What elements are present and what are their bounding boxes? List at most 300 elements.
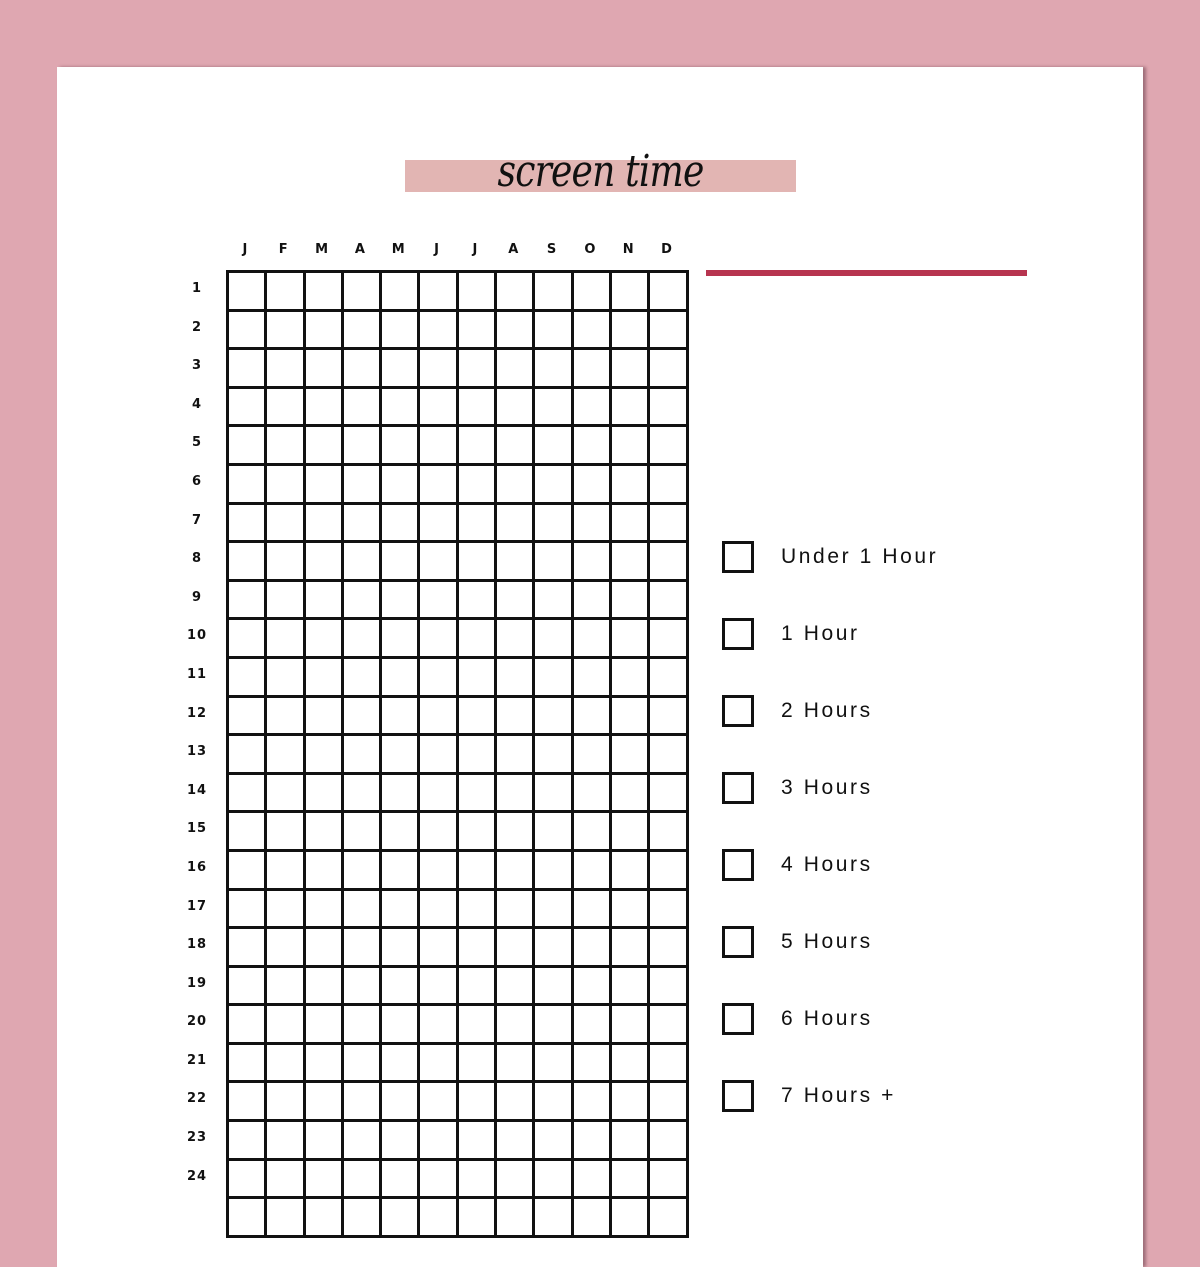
tracker-cell[interactable] [420,1199,458,1238]
tracker-cell[interactable] [267,1161,305,1200]
tracker-cell[interactable] [306,659,344,698]
tracker-cell[interactable] [420,698,458,737]
tracker-cell[interactable] [612,582,650,621]
tracker-cell[interactable] [229,312,267,351]
tracker-cell[interactable] [459,543,497,582]
tracker-cell[interactable] [344,698,382,737]
tracker-cell[interactable] [382,466,420,505]
tracker-cell[interactable] [459,273,497,312]
tracker-cell[interactable] [497,1161,535,1200]
tracker-cell[interactable] [535,543,573,582]
tracker-cell[interactable] [267,1045,305,1084]
legend-color-box[interactable] [722,618,754,650]
tracker-cell[interactable] [650,891,688,930]
tracker-cell[interactable] [344,1045,382,1084]
tracker-cell[interactable] [306,891,344,930]
legend-color-box[interactable] [722,772,754,804]
tracker-cell[interactable] [497,350,535,389]
tracker-cell[interactable] [459,1006,497,1045]
tracker-cell[interactable] [459,1199,497,1238]
tracker-cell[interactable] [535,968,573,1007]
tracker-cell[interactable] [382,273,420,312]
tracker-cell[interactable] [497,775,535,814]
tracker-cell[interactable] [306,427,344,466]
tracker-cell[interactable] [229,543,267,582]
tracker-cell[interactable] [420,466,458,505]
tracker-cell[interactable] [382,968,420,1007]
tracker-cell[interactable] [574,968,612,1007]
tracker-cell[interactable] [497,1045,535,1084]
tracker-cell[interactable] [229,698,267,737]
tracker-cell[interactable] [612,1199,650,1238]
tracker-cell[interactable] [306,775,344,814]
tracker-cell[interactable] [574,736,612,775]
tracker-cell[interactable] [497,466,535,505]
tracker-cell[interactable] [382,543,420,582]
tracker-cell[interactable] [574,389,612,428]
tracker-cell[interactable] [574,659,612,698]
tracker-cell[interactable] [344,775,382,814]
tracker-cell[interactable] [497,891,535,930]
tracker-cell[interactable] [229,1161,267,1200]
tracker-cell[interactable] [612,1161,650,1200]
tracker-cell[interactable] [574,929,612,968]
tracker-cell[interactable] [420,1083,458,1122]
tracker-cell[interactable] [229,775,267,814]
tracker-cell[interactable] [497,1006,535,1045]
tracker-cell[interactable] [420,968,458,1007]
tracker-cell[interactable] [650,1045,688,1084]
tracker-cell[interactable] [344,312,382,351]
tracker-cell[interactable] [459,891,497,930]
tracker-cell[interactable] [306,1161,344,1200]
tracker-cell[interactable] [650,543,688,582]
tracker-cell[interactable] [574,891,612,930]
tracker-cell[interactable] [459,968,497,1007]
tracker-cell[interactable] [650,659,688,698]
tracker-cell[interactable] [459,582,497,621]
tracker-cell[interactable] [420,1045,458,1084]
tracker-cell[interactable] [574,350,612,389]
tracker-cell[interactable] [420,1161,458,1200]
tracker-cell[interactable] [267,736,305,775]
tracker-cell[interactable] [612,929,650,968]
tracker-cell[interactable] [650,273,688,312]
tracker-cell[interactable] [459,775,497,814]
tracker-cell[interactable] [229,505,267,544]
tracker-cell[interactable] [535,736,573,775]
tracker-cell[interactable] [459,1045,497,1084]
tracker-cell[interactable] [382,736,420,775]
tracker-cell[interactable] [267,1083,305,1122]
tracker-cell[interactable] [229,891,267,930]
tracker-cell[interactable] [382,891,420,930]
tracker-cell[interactable] [420,775,458,814]
tracker-cell[interactable] [497,1122,535,1161]
tracker-cell[interactable] [420,543,458,582]
tracker-cell[interactable] [267,968,305,1007]
tracker-cell[interactable] [612,891,650,930]
tracker-cell[interactable] [612,389,650,428]
tracker-cell[interactable] [267,582,305,621]
tracker-cell[interactable] [382,1199,420,1238]
legend-color-box[interactable] [722,926,754,958]
tracker-cell[interactable] [382,1006,420,1045]
tracker-cell[interactable] [612,427,650,466]
tracker-cell[interactable] [344,852,382,891]
tracker-cell[interactable] [267,543,305,582]
tracker-cell[interactable] [650,389,688,428]
tracker-cell[interactable] [574,312,612,351]
tracker-cell[interactable] [535,427,573,466]
tracker-cell[interactable] [650,1199,688,1238]
tracker-cell[interactable] [267,1122,305,1161]
tracker-cell[interactable] [574,698,612,737]
tracker-cell[interactable] [267,1006,305,1045]
tracker-cell[interactable] [535,852,573,891]
tracker-cell[interactable] [229,1122,267,1161]
tracker-cell[interactable] [344,1006,382,1045]
legend-color-box[interactable] [722,541,754,573]
tracker-cell[interactable] [229,620,267,659]
tracker-cell[interactable] [497,273,535,312]
tracker-cell[interactable] [574,1161,612,1200]
tracker-cell[interactable] [535,505,573,544]
tracker-cell[interactable] [229,929,267,968]
tracker-cell[interactable] [650,1122,688,1161]
tracker-cell[interactable] [344,1161,382,1200]
tracker-cell[interactable] [382,775,420,814]
tracker-cell[interactable] [612,543,650,582]
tracker-cell[interactable] [382,659,420,698]
tracker-cell[interactable] [459,813,497,852]
tracker-cell[interactable] [420,620,458,659]
tracker-cell[interactable] [650,1083,688,1122]
tracker-cell[interactable] [497,427,535,466]
tracker-cell[interactable] [650,775,688,814]
tracker-cell[interactable] [420,350,458,389]
tracker-cell[interactable] [229,813,267,852]
tracker-cell[interactable] [267,929,305,968]
tracker-cell[interactable] [344,813,382,852]
tracker-cell[interactable] [459,929,497,968]
tracker-cell[interactable] [574,466,612,505]
tracker-cell[interactable] [574,582,612,621]
tracker-cell[interactable] [344,929,382,968]
tracker-cell[interactable] [267,505,305,544]
tracker-cell[interactable] [497,582,535,621]
tracker-cell[interactable] [459,620,497,659]
tracker-cell[interactable] [306,1045,344,1084]
tracker-cell[interactable] [306,1006,344,1045]
tracker-cell[interactable] [344,582,382,621]
tracker-cell[interactable] [535,312,573,351]
tracker-cell[interactable] [306,620,344,659]
tracker-cell[interactable] [497,698,535,737]
tracker-cell[interactable] [574,543,612,582]
tracker-cell[interactable] [420,1006,458,1045]
tracker-cell[interactable] [267,852,305,891]
tracker-cell[interactable] [344,389,382,428]
tracker-cell[interactable] [229,736,267,775]
tracker-cell[interactable] [306,698,344,737]
tracker-cell[interactable] [459,350,497,389]
tracker-cell[interactable] [574,1083,612,1122]
tracker-cell[interactable] [382,1045,420,1084]
tracker-cell[interactable] [229,968,267,1007]
tracker-cell[interactable] [612,620,650,659]
tracker-cell[interactable] [612,775,650,814]
tracker-cell[interactable] [382,582,420,621]
tracker-cell[interactable] [459,852,497,891]
tracker-cell[interactable] [650,1006,688,1045]
tracker-cell[interactable] [459,1161,497,1200]
tracker-cell[interactable] [612,736,650,775]
tracker-cell[interactable] [459,659,497,698]
tracker-cell[interactable] [650,620,688,659]
tracker-cell[interactable] [229,350,267,389]
tracker-cell[interactable] [344,968,382,1007]
tracker-cell[interactable] [420,1122,458,1161]
tracker-cell[interactable] [344,659,382,698]
tracker-cell[interactable] [306,466,344,505]
tracker-cell[interactable] [535,350,573,389]
tracker-cell[interactable] [574,427,612,466]
tracker-cell[interactable] [497,1083,535,1122]
tracker-cell[interactable] [535,1006,573,1045]
tracker-cell[interactable] [382,350,420,389]
tracker-cell[interactable] [459,389,497,428]
tracker-cell[interactable] [612,852,650,891]
tracker-cell[interactable] [306,1122,344,1161]
tracker-cell[interactable] [382,1161,420,1200]
tracker-cell[interactable] [650,466,688,505]
tracker-cell[interactable] [267,350,305,389]
tracker-cell[interactable] [229,427,267,466]
tracker-cell[interactable] [535,1083,573,1122]
tracker-cell[interactable] [306,1083,344,1122]
tracker-cell[interactable] [497,929,535,968]
tracker-cell[interactable] [612,312,650,351]
tracker-cell[interactable] [650,427,688,466]
tracker-cell[interactable] [574,1122,612,1161]
tracker-cell[interactable] [574,813,612,852]
tracker-cell[interactable] [267,312,305,351]
tracker-cell[interactable] [382,1122,420,1161]
tracker-cell[interactable] [612,350,650,389]
tracker-cell[interactable] [650,698,688,737]
tracker-cell[interactable] [497,852,535,891]
tracker-cell[interactable] [574,273,612,312]
tracker-cell[interactable] [382,620,420,659]
legend-color-box[interactable] [722,1080,754,1112]
tracker-cell[interactable] [497,620,535,659]
tracker-cell[interactable] [306,505,344,544]
tracker-cell[interactable] [344,736,382,775]
tracker-cell[interactable] [382,1083,420,1122]
tracker-cell[interactable] [420,389,458,428]
tracker-cell[interactable] [229,1045,267,1084]
tracker-cell[interactable] [497,1199,535,1238]
tracker-cell[interactable] [229,1199,267,1238]
legend-color-box[interactable] [722,849,754,881]
tracker-cell[interactable] [612,968,650,1007]
tracker-cell[interactable] [229,1006,267,1045]
tracker-cell[interactable] [420,312,458,351]
tracker-cell[interactable] [420,736,458,775]
tracker-cell[interactable] [382,312,420,351]
tracker-cell[interactable] [497,813,535,852]
tracker-cell[interactable] [497,312,535,351]
tracker-cell[interactable] [650,929,688,968]
tracker-cell[interactable] [382,427,420,466]
tracker-cell[interactable] [535,1045,573,1084]
tracker-cell[interactable] [650,582,688,621]
tracker-cell[interactable] [459,698,497,737]
tracker-cell[interactable] [267,620,305,659]
tracker-cell[interactable] [459,736,497,775]
tracker-cell[interactable] [306,736,344,775]
tracker-cell[interactable] [267,698,305,737]
tracker-cell[interactable] [382,389,420,428]
tracker-cell[interactable] [382,929,420,968]
tracker-cell[interactable] [420,273,458,312]
tracker-cell[interactable] [306,543,344,582]
tracker-cell[interactable] [382,698,420,737]
tracker-cell[interactable] [306,273,344,312]
tracker-cell[interactable] [420,852,458,891]
tracker-cell[interactable] [535,389,573,428]
tracker-cell[interactable] [497,659,535,698]
tracker-cell[interactable] [612,505,650,544]
tracker-cell[interactable] [497,505,535,544]
tracker-cell[interactable] [612,1006,650,1045]
tracker-cell[interactable] [650,968,688,1007]
tracker-cell[interactable] [535,929,573,968]
tracker-cell[interactable] [420,659,458,698]
tracker-cell[interactable] [612,273,650,312]
tracker-cell[interactable] [344,543,382,582]
tracker-cell[interactable] [229,659,267,698]
tracker-cell[interactable] [306,582,344,621]
tracker-cell[interactable] [497,736,535,775]
tracker-cell[interactable] [267,466,305,505]
tracker-cell[interactable] [420,505,458,544]
tracker-cell[interactable] [535,659,573,698]
tracker-cell[interactable] [574,620,612,659]
tracker-cell[interactable] [306,929,344,968]
tracker-cell[interactable] [650,852,688,891]
tracker-cell[interactable] [535,1161,573,1200]
tracker-cell[interactable] [344,466,382,505]
tracker-cell[interactable] [229,466,267,505]
tracker-cell[interactable] [344,891,382,930]
tracker-cell[interactable] [650,350,688,389]
tracker-cell[interactable] [535,620,573,659]
tracker-cell[interactable] [229,852,267,891]
tracker-cell[interactable] [535,273,573,312]
tracker-cell[interactable] [612,1083,650,1122]
tracker-cell[interactable] [497,968,535,1007]
tracker-cell[interactable] [306,312,344,351]
tracker-cell[interactable] [267,273,305,312]
tracker-cell[interactable] [497,389,535,428]
tracker-cell[interactable] [535,1122,573,1161]
tracker-cell[interactable] [650,1161,688,1200]
tracker-cell[interactable] [459,466,497,505]
tracker-cell[interactable] [459,312,497,351]
tracker-cell[interactable] [459,1122,497,1161]
tracker-cell[interactable] [420,929,458,968]
tracker-cell[interactable] [535,813,573,852]
tracker-cell[interactable] [459,1083,497,1122]
tracker-cell[interactable] [382,813,420,852]
tracker-cell[interactable] [535,891,573,930]
tracker-cell[interactable] [650,505,688,544]
legend-color-box[interactable] [722,1003,754,1035]
tracker-cell[interactable] [267,813,305,852]
tracker-cell[interactable] [612,813,650,852]
tracker-cell[interactable] [420,582,458,621]
tracker-cell[interactable] [574,1199,612,1238]
tracker-cell[interactable] [420,891,458,930]
tracker-cell[interactable] [306,1199,344,1238]
tracker-cell[interactable] [344,620,382,659]
tracker-cell[interactable] [344,505,382,544]
tracker-cell[interactable] [267,427,305,466]
tracker-cell[interactable] [229,273,267,312]
tracker-cell[interactable] [306,389,344,428]
tracker-cell[interactable] [267,1199,305,1238]
tracker-cell[interactable] [344,427,382,466]
tracker-cell[interactable] [650,312,688,351]
tracker-cell[interactable] [382,852,420,891]
tracker-cell[interactable] [650,736,688,775]
tracker-cell[interactable] [267,775,305,814]
tracker-cell[interactable] [420,813,458,852]
tracker-cell[interactable] [344,1199,382,1238]
tracker-cell[interactable] [612,1122,650,1161]
tracker-cell[interactable] [574,852,612,891]
legend-color-box[interactable] [722,695,754,727]
tracker-cell[interactable] [267,891,305,930]
tracker-cell[interactable] [306,852,344,891]
tracker-cell[interactable] [229,1083,267,1122]
tracker-cell[interactable] [574,1045,612,1084]
tracker-cell[interactable] [612,466,650,505]
tracker-cell[interactable] [306,813,344,852]
tracker-cell[interactable] [612,698,650,737]
tracker-cell[interactable] [267,659,305,698]
tracker-cell[interactable] [574,505,612,544]
tracker-cell[interactable] [344,1122,382,1161]
tracker-cell[interactable] [229,582,267,621]
tracker-cell[interactable] [306,968,344,1007]
tracker-cell[interactable] [382,505,420,544]
tracker-cell[interactable] [459,427,497,466]
tracker-cell[interactable] [459,505,497,544]
tracker-cell[interactable] [497,543,535,582]
tracker-cell[interactable] [612,1045,650,1084]
tracker-cell[interactable] [535,466,573,505]
tracker-cell[interactable] [344,350,382,389]
tracker-cell[interactable] [535,1199,573,1238]
tracker-cell[interactable] [535,698,573,737]
tracker-cell[interactable] [650,813,688,852]
tracker-cell[interactable] [229,389,267,428]
tracker-cell[interactable] [420,427,458,466]
tracker-cell[interactable] [535,582,573,621]
